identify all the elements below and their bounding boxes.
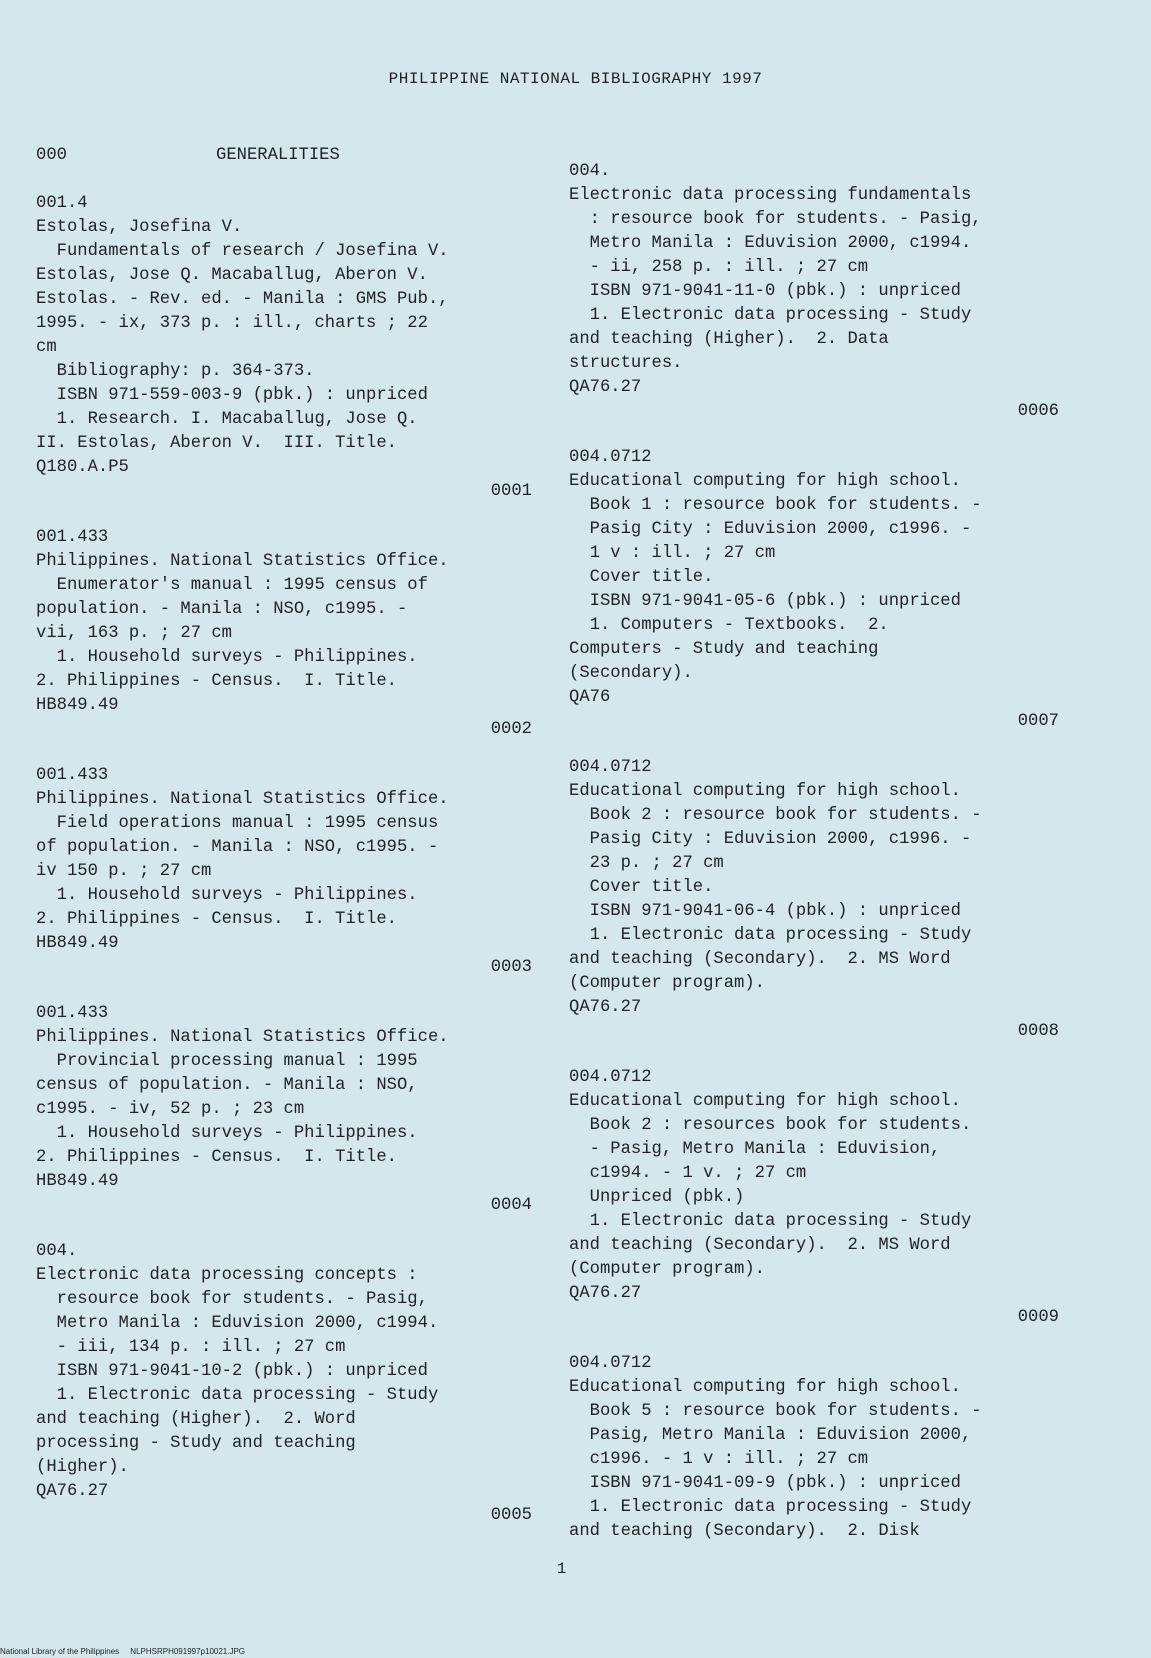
entry-line: Field operations manual : 1995 census <box>36 814 439 833</box>
entry-line: Pasig City : Eduvision 2000, c1996. - <box>569 520 972 539</box>
bibliographic-entry <box>569 446 1059 734</box>
entry-line: Philippines. National Statistics Office. <box>36 1028 449 1047</box>
entry-number: 0005 <box>490 1506 532 1525</box>
entry-line: Cover title. <box>569 878 714 897</box>
entry-line: Metro Manila : Eduvision 2000, c1994. <box>36 1314 439 1333</box>
class-number: 001.433 <box>36 528 109 547</box>
entry-line: QA76.27 <box>36 1482 109 1501</box>
entry-line: HB849.49 <box>36 1172 119 1191</box>
left-entry-list <box>36 192 532 1528</box>
entry-line: QA76 <box>569 688 611 707</box>
entry-line: and teaching (Secondary). 2. MS Word <box>569 950 951 969</box>
entry-line: ISBN 971-9041-05-6 (pbk.) : unpriced <box>569 592 961 611</box>
entry-number: 0003 <box>490 958 532 977</box>
bibliographic-entry <box>36 526 532 742</box>
entry-line: (Higher). <box>36 1458 129 1477</box>
entry-line: Estolas, Jose Q. Macaballug, Aberon V. <box>36 266 428 285</box>
entry-line: Educational computing for high school. <box>569 1378 961 1397</box>
bibliographic-entry <box>569 1066 1059 1330</box>
entry-line: - iii, 134 p. : ill. ; 27 cm <box>36 1338 346 1357</box>
entry-line: population. - Manila : NSO, c1995. - <box>36 600 408 619</box>
entry-line: and teaching (Secondary). 2. Disk <box>569 1522 920 1541</box>
class-number: 001.433 <box>36 1004 109 1023</box>
entry-line: Enumerator's manual : 1995 census of <box>36 576 428 595</box>
class-number: 001.433 <box>36 766 109 785</box>
entry-line: 2. Philippines - Census. I. Title. <box>36 672 397 691</box>
bibliographic-entry <box>36 192 532 504</box>
right-entry-list <box>569 160 1059 1544</box>
page-number: 1 <box>556 1560 567 1578</box>
entry-line: Philippines. National Statistics Office. <box>36 552 449 571</box>
entry-line: Educational computing for high school. <box>569 472 961 491</box>
entry-line: c1995. - iv, 52 p. ; 23 cm <box>36 1100 305 1119</box>
entry-line: ISBN 971-559-003-9 (pbk.) : unpriced <box>36 386 428 405</box>
entry-line: and teaching (Higher). 2. Data <box>569 330 889 349</box>
section-title: GENERALITIES <box>216 146 340 165</box>
entry-line: Electronic data processing concepts : <box>36 1266 418 1285</box>
entry-line: c1996. - 1 v : ill. ; 27 cm <box>569 1450 869 1469</box>
entry-number: 0004 <box>490 1196 532 1215</box>
entry-line: iv 150 p. ; 27 cm <box>36 862 212 881</box>
left-column <box>36 144 532 1550</box>
bibliographic-entry <box>569 756 1059 1044</box>
entry-line: Provincial processing manual : 1995 <box>36 1052 418 1071</box>
class-number: 004.0712 <box>569 1068 652 1087</box>
entry-line: HB849.49 <box>36 934 119 953</box>
entry-line: Cover title. <box>569 568 714 587</box>
entry-line: QA76.27 <box>569 378 642 397</box>
entry-line: : resource book for students. - Pasig, <box>569 210 982 229</box>
bibliographic-entry <box>569 160 1059 424</box>
entry-line: vii, 163 p. ; 27 cm <box>36 624 232 643</box>
scan-footer: National Library of the Philippines NLPHSRPH091997p10021.JPG <box>0 1647 246 1656</box>
entry-line: Pasig, Metro Manila : Eduvision 2000, <box>569 1426 972 1445</box>
entry-line: Book 2 : resource book for students. - <box>569 806 982 825</box>
entry-line: Book 5 : resource book for students. - <box>569 1402 982 1421</box>
entry-line: Estolas. - Rev. ed. - Manila : GMS Pub., <box>36 290 449 309</box>
entry-line: 1. Household surveys - Philippines. <box>36 648 418 667</box>
entry-line: (Computer program). <box>569 974 765 993</box>
entry-line: (Secondary). <box>569 664 693 683</box>
entry-line: and teaching (Secondary). 2. MS Word <box>569 1236 951 1255</box>
entry-line: 1. Electronic data processing - Study <box>569 1498 972 1517</box>
entry-line: Educational computing for high school. <box>569 782 961 801</box>
entry-line: - ii, 258 p. : ill. ; 27 cm <box>569 258 869 277</box>
entry-line: of population. - Manila : NSO, c1995. - <box>36 838 439 857</box>
class-number: 004.0712 <box>569 758 652 777</box>
entry-line: and teaching (Higher). 2. Word <box>36 1410 356 1429</box>
entry-line: ISBN 971-9041-06-4 (pbk.) : unpriced <box>569 902 961 921</box>
bibliographic-entry <box>36 764 532 980</box>
entry-line: QA76.27 <box>569 1284 642 1303</box>
class-number: 004. <box>569 162 611 181</box>
section-heading <box>36 144 532 168</box>
entry-line: census of population. - Manila : NSO, <box>36 1076 418 1095</box>
entry-number: 0006 <box>1017 402 1059 421</box>
entry-line: Fundamentals of research / Josefina V. <box>36 242 449 261</box>
entry-line: (Computer program). <box>569 1260 765 1279</box>
entry-line: c1994. - 1 v. ; 27 cm <box>569 1164 807 1183</box>
entry-line: 23 p. ; 27 cm <box>569 854 724 873</box>
entry-number: 0009 <box>1017 1308 1059 1327</box>
entry-line: cm <box>36 338 57 357</box>
entry-number: 0002 <box>490 720 532 739</box>
entry-line: 1. Electronic data processing - Study <box>569 1212 972 1231</box>
entry-line: Q180.A.P5 <box>36 458 129 477</box>
entry-line: 1. Computers - Textbooks. 2. <box>569 616 889 635</box>
entry-line: - Pasig, Metro Manila : Eduvision, <box>569 1140 941 1159</box>
class-number: 004.0712 <box>569 1354 652 1373</box>
entry-line: ISBN 971-9041-10-2 (pbk.) : unpriced <box>36 1362 428 1381</box>
entry-line: Computers - Study and teaching <box>569 640 879 659</box>
entry-line: ISBN 971-9041-09-9 (pbk.) : unpriced <box>569 1474 961 1493</box>
entry-line: II. Estolas, Aberon V. III. Title. <box>36 434 397 453</box>
entry-line: 1. Household surveys - Philippines. <box>36 886 418 905</box>
entry-line: Book 1 : resource book for students. - <box>569 496 982 515</box>
entry-line: Educational computing for high school. <box>569 1092 961 1111</box>
entry-line: structures. <box>569 354 683 373</box>
class-number: 004. <box>36 1242 78 1261</box>
entry-line: Philippines. National Statistics Office. <box>36 790 449 809</box>
entry-line: Estolas, Josefina V. <box>36 218 243 237</box>
entry-number: 0001 <box>490 482 532 501</box>
right-column <box>569 144 1059 1566</box>
page-title: PHILIPPINE NATIONAL BIBLIOGRAPHY 1997 <box>388 70 763 88</box>
section-number: 000 <box>36 146 67 165</box>
bibliographic-entry <box>569 1352 1059 1544</box>
entry-line: QA76.27 <box>569 998 642 1017</box>
class-number: 001.4 <box>36 194 88 213</box>
entry-line: 2. Philippines - Census. I. Title. <box>36 1148 397 1167</box>
entry-number: 0007 <box>1017 712 1059 731</box>
entry-line: Electronic data processing fundamentals <box>569 186 972 205</box>
entry-line: HB849.49 <box>36 696 119 715</box>
entry-line: 1. Electronic data processing - Study <box>569 306 972 325</box>
bibliographic-entry <box>36 1002 532 1218</box>
entry-line: 1. Research. I. Macaballug, Jose Q. <box>36 410 418 429</box>
entry-line: Unpriced (pbk.) <box>569 1188 745 1207</box>
bibliographic-entry <box>36 1240 532 1528</box>
entry-line: processing - Study and teaching <box>36 1434 356 1453</box>
entry-line: ISBN 971-9041-11-0 (pbk.) : unpriced <box>569 282 961 301</box>
entry-line: 1 v : ill. ; 27 cm <box>569 544 776 563</box>
entry-line: 1. Household surveys - Philippines. <box>36 1124 418 1143</box>
entry-line: 1995. - ix, 373 p. : ill., charts ; 22 <box>36 314 428 333</box>
entry-line: Pasig City : Eduvision 2000, c1996. - <box>569 830 972 849</box>
entry-line: Metro Manila : Eduvision 2000, c1994. <box>569 234 972 253</box>
entry-line: Bibliography: p. 364-373. <box>36 362 315 381</box>
entry-line: 1. Electronic data processing - Study <box>36 1386 439 1405</box>
entry-line: 1. Electronic data processing - Study <box>569 926 972 945</box>
entry-line: Book 2 : resources book for students. <box>569 1116 972 1135</box>
entry-line: 2. Philippines - Census. I. Title. <box>36 910 397 929</box>
entry-number: 0008 <box>1017 1022 1059 1041</box>
class-number: 004.0712 <box>569 448 652 467</box>
entry-line: resource book for students. - Pasig, <box>36 1290 428 1309</box>
